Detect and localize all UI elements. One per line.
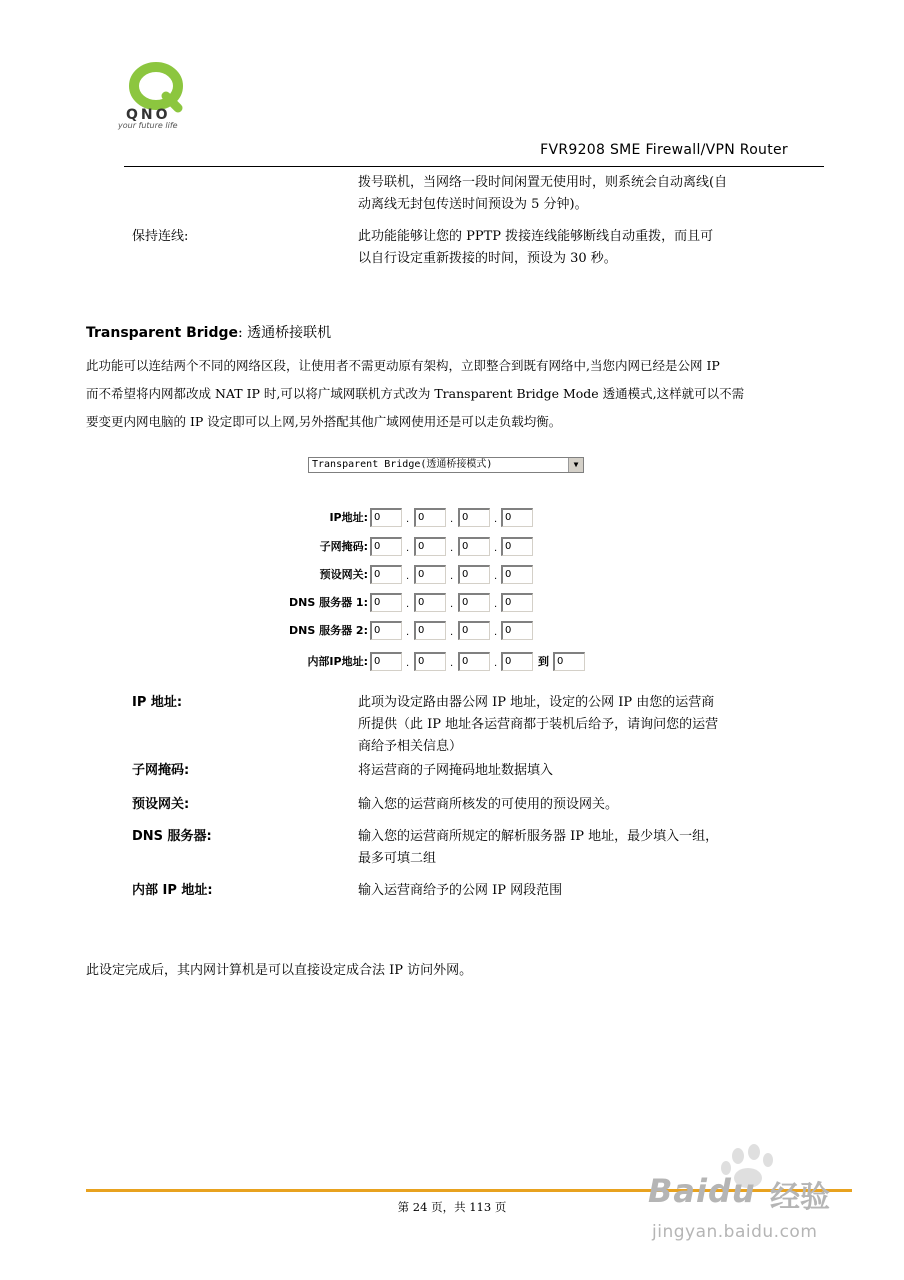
def-term-internal-ip: 内部 IP 地址: — [132, 883, 213, 898]
dns1-row: DNS 服务器 1: 0 . 0 . 0 . 0 — [256, 593, 616, 613]
dns1-octet-3[interactable]: 0 — [458, 593, 490, 612]
wan-mode-select[interactable]: Transparent Bridge(透通桥接模式) ▼ — [308, 457, 584, 473]
closing-note: 此设定完成后，其内网计算机是可以直接设定成合法 IP 访问外网。 — [86, 963, 473, 978]
internal-ip-octet-4[interactable]: 0 — [501, 652, 533, 671]
dns1-octet-4[interactable]: 0 — [501, 593, 533, 612]
internal-ip-octet-2[interactable]: 0 — [414, 652, 446, 671]
watermark-brand: Baidu — [648, 1172, 756, 1210]
subnet-mask-row: 子网掩码: 0 . 0 . 0 . 0 — [256, 537, 616, 557]
def-term-subnet-mask: 子网掩码: — [132, 763, 190, 778]
internal-ip-octet-1[interactable]: 0 — [370, 652, 402, 671]
def-desc-subnet-mask: 将运营商的子网掩码地址数据填入 — [358, 763, 554, 778]
subnet-mask-octet-4[interactable]: 0 — [501, 537, 533, 556]
def-desc-gateway: 输入您的运营商所核发的可使用的预设网关。 — [358, 797, 619, 812]
def-term-gateway: 预设网关: — [132, 797, 190, 812]
pptp-idle-description: 拨号联机，当网络一段时间闲置无使用时，则系统会自动离线(自 动离线无封包传送时间预设为 5 分钟)。 — [358, 175, 728, 212]
internal-ip-octet-3[interactable]: 0 — [458, 652, 490, 671]
gateway-label: 预设网关: — [319, 568, 368, 581]
header-divider — [124, 166, 824, 167]
subnet-mask-label: 子网掩码: — [319, 540, 368, 553]
range-to-label: 到 — [538, 655, 549, 668]
internal-ip-row: 内部IP地址: 0 . 0 . 0 . 0 到 0 — [256, 652, 616, 672]
gateway-row: 预设网关: 0 . 0 . 0 . 0 — [256, 565, 616, 585]
dns2-label: DNS 服务器 2: — [289, 624, 368, 637]
dns2-octet-4[interactable]: 0 — [501, 621, 533, 640]
gateway-octet-4[interactable]: 0 — [501, 565, 533, 584]
dns1-octet-1[interactable]: 0 — [370, 593, 402, 612]
internal-ip-range-end[interactable]: 0 — [553, 652, 585, 671]
ip-address-label: IP地址: — [329, 511, 368, 524]
logo-tagline: your future life — [118, 121, 178, 130]
def-desc-dns: 输入您的运营商所规定的解析服务器 IP 地址，最少填入一组， 最多可填二组 — [358, 829, 719, 866]
gateway-octet-2[interactable]: 0 — [414, 565, 446, 584]
keep-alive-term: 保持连线: — [132, 229, 189, 244]
svg-text:QNO: QNO — [126, 107, 171, 123]
dns1-label: DNS 服务器 1: — [289, 596, 368, 609]
ip-address-octet-2[interactable]: 0 — [414, 508, 446, 527]
chevron-down-icon[interactable]: ▼ — [568, 458, 583, 472]
subnet-mask-octet-1[interactable]: 0 — [370, 537, 402, 556]
dns2-octet-3[interactable]: 0 — [458, 621, 490, 640]
subnet-mask-octet-2[interactable]: 0 — [414, 537, 446, 556]
document-title: FVR9208 SME Firewall/VPN Router — [540, 142, 788, 158]
dns2-octet-2[interactable]: 0 — [414, 621, 446, 640]
ip-address-octet-3[interactable]: 0 — [458, 508, 490, 527]
dns1-octet-2[interactable]: 0 — [414, 593, 446, 612]
keep-alive-description: 此功能能够让您的 PPTP 拨接连线能够断线自动重拨，而且可 以自行设定重新拨接的时间，预设为 30 秒。 — [358, 229, 714, 266]
internal-ip-label: 内部IP地址: — [307, 655, 368, 668]
def-term-ip-address: IP 地址: — [132, 695, 183, 710]
subnet-mask-octet-3[interactable]: 0 — [458, 537, 490, 556]
ip-address-octet-4[interactable]: 0 — [501, 508, 533, 527]
def-desc-ip-address: 此项为设定路由器公网 IP 地址，设定的公网 IP 由您的运营商 所提供（此 IP 地址各运营商都于装机后给予，请询问您的运营 商给予相关信息） — [358, 695, 719, 754]
ip-address-row: IP地址: 0 . 0 . 0 . 0 — [256, 508, 616, 528]
def-term-dns: DNS 服务器: — [132, 829, 212, 844]
gateway-octet-3[interactable]: 0 — [458, 565, 490, 584]
page-number: 第 24 页，共 113 页 — [397, 1200, 507, 1214]
gateway-octet-1[interactable]: 0 — [370, 565, 402, 584]
watermark-cn: 经验 — [770, 1180, 830, 1215]
dns2-row: DNS 服务器 2: 0 . 0 . 0 . 0 — [256, 621, 616, 641]
watermark-url: jingyan.baidu.com — [652, 1222, 818, 1242]
section-title: Transparent Bridge: 透通桥接联机 — [86, 325, 332, 341]
transparent-bridge-form — [256, 450, 616, 682]
ip-address-octet-1[interactable]: 0 — [370, 508, 402, 527]
dns2-octet-1[interactable]: 0 — [370, 621, 402, 640]
section-body: 此功能可以连结两个不同的网络区段，让使用者不需更动原有架构，立即整合到既有网络中,当您内网已经是公网 IP 而不希望将内网都改成 NAT IP 时,可以将广域网联机方式改为 Transparent Bridge Mode 透通模式,这样就可以不需 要变更内网电脑的 IP 设定即可以上网,另外搭配其他广域网使用还是可以走负载均衡。 — [86, 358, 745, 429]
def-desc-internal-ip: 输入运营商给予的公网 IP 网段范围 — [358, 883, 563, 898]
